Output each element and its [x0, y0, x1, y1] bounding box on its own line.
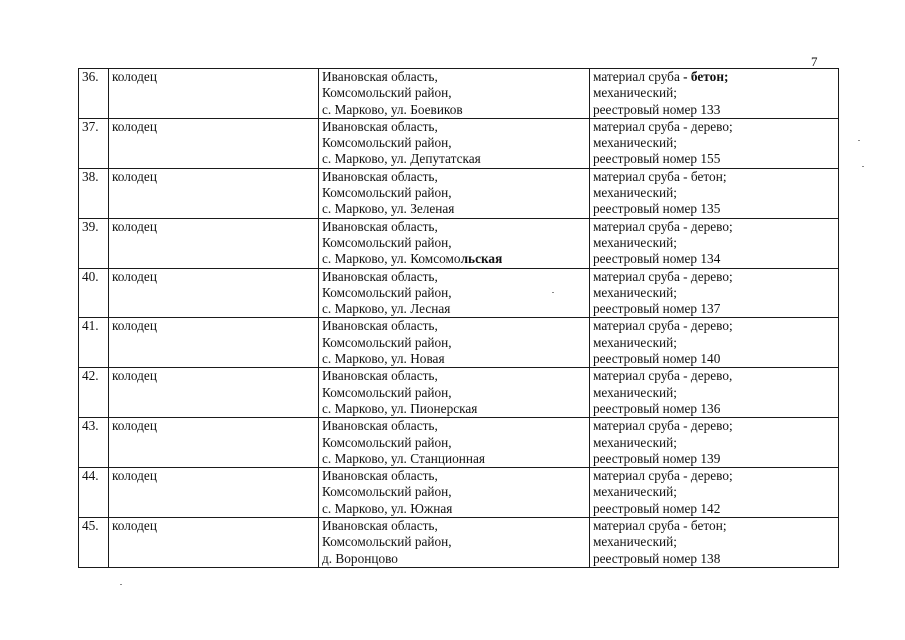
address-line: с. Марково, ул. Депутатская — [322, 151, 481, 167]
address-line: Комсомольский район, — [322, 185, 452, 201]
row-number: 39. — [79, 218, 109, 268]
address-line: Ивановская область, — [322, 118, 438, 134]
object-description — [590, 418, 839, 468]
description-line: реестровый номер 155 — [593, 151, 721, 167]
table-row — [79, 368, 839, 418]
object-address — [319, 218, 590, 268]
object-type: колодец — [109, 368, 319, 418]
address-line: Комсомольский район, — [322, 334, 452, 350]
description-line: механический; — [593, 284, 677, 300]
address-line — [322, 251, 586, 267]
description-line: материал сруба - дерево; — [593, 218, 733, 234]
object-address — [319, 468, 590, 518]
wells-registry-table — [78, 68, 839, 568]
description-line: реестровый номер 137 — [593, 301, 721, 317]
address-line: Комсомольский район, — [322, 234, 452, 250]
object-description — [590, 69, 839, 119]
description-line: реестровый номер 136 — [593, 400, 721, 416]
row-number: 45. — [79, 518, 109, 568]
address-line: Комсомольский район, — [322, 384, 452, 400]
description-line: реестровый номер 134 — [593, 251, 721, 267]
description-line: механический; — [593, 434, 677, 450]
material-value: - бетон; — [679, 69, 729, 84]
address-line: с. Марково, ул. Пионерская — [322, 400, 478, 416]
description-line: материал сруба - дерево; — [593, 268, 733, 284]
address-line: Комсомольский район, — [322, 284, 452, 300]
object-address — [319, 69, 590, 119]
row-number: 40. — [79, 268, 109, 318]
address-line: Комсомольский район, — [322, 85, 452, 101]
address-line: Комсомольский район, — [322, 135, 452, 151]
address-line: с. Марково, ул. Зеленая — [322, 201, 455, 217]
table-row — [79, 468, 839, 518]
row-number: 37. — [79, 118, 109, 168]
object-type: колодец — [109, 518, 319, 568]
scan-speck — [862, 166, 864, 167]
description-line: механический; — [593, 85, 677, 101]
object-description — [590, 318, 839, 368]
description-line: материал сруба - дерево; — [593, 318, 733, 334]
description-line: материал сруба - дерево; — [593, 468, 733, 484]
address-line: Ивановская область, — [322, 468, 438, 484]
address-line: Ивановская область, — [322, 69, 438, 84]
description-line: механический; — [593, 185, 677, 201]
object-description — [590, 518, 839, 568]
scan-speck — [858, 140, 860, 141]
row-number: 38. — [79, 168, 109, 218]
address-line: Ивановская область, — [322, 418, 438, 434]
description-line: материал сруба - бетон; — [593, 518, 727, 534]
object-address — [319, 168, 590, 218]
row-number: 43. — [79, 418, 109, 468]
address-line: с. Марково, ул. Станционная — [322, 450, 486, 466]
object-description — [590, 368, 839, 418]
street-prefix: с. Марково, ул. Комсомо — [322, 251, 461, 267]
description-line: реестровый номер 140 — [593, 351, 721, 367]
object-description — [590, 218, 839, 268]
description-line: механический; — [593, 234, 677, 250]
address-line: д. Воронцово — [322, 550, 398, 566]
description-line: реестровый номер 139 — [593, 450, 721, 466]
object-description — [590, 468, 839, 518]
object-type: колодец — [109, 268, 319, 318]
object-address — [319, 418, 590, 468]
material-label: материал сруба — [593, 69, 680, 84]
address-line: Ивановская область, — [322, 368, 438, 384]
table-row — [79, 168, 839, 218]
description-line: реестровый номер 135 — [593, 201, 721, 217]
description-line: материал сруба - бетон; — [593, 168, 727, 184]
object-type: колодец — [109, 318, 319, 368]
row-number: 41. — [79, 318, 109, 368]
description-line: реестровый номер 142 — [593, 500, 721, 516]
object-type: колодец — [109, 418, 319, 468]
row-number: 36. — [79, 69, 109, 119]
address-line: Комсомольский район, — [322, 434, 452, 450]
description-line: реестровый номер 133 — [593, 101, 721, 117]
object-address — [319, 368, 590, 418]
object-address — [319, 318, 590, 368]
row-number: 44. — [79, 468, 109, 518]
address-line: Ивановская область, — [322, 268, 438, 284]
description-line: механический; — [593, 135, 677, 151]
table-row — [79, 268, 839, 318]
address-line: с. Марково, ул. Боевиков — [322, 101, 463, 117]
address-line: с. Марково, ул. Новая — [322, 351, 445, 367]
address-line: Ивановская область, — [322, 168, 438, 184]
object-type: колодец — [109, 468, 319, 518]
address-line: Ивановская область, — [322, 318, 438, 334]
object-description — [590, 168, 839, 218]
description-line — [593, 69, 835, 85]
object-description — [590, 268, 839, 318]
address-line: Ивановская область, — [322, 218, 438, 234]
object-type: колодец — [109, 118, 319, 168]
object-type: колодец — [109, 218, 319, 268]
address-line: Комсомольский район, — [322, 484, 452, 500]
description-line: механический; — [593, 534, 677, 550]
scan-speck — [552, 292, 554, 293]
description-line: реестровый номер 138 — [593, 550, 721, 566]
address-line: Ивановская область, — [322, 518, 438, 534]
address-line: с. Марково, ул. Лесная — [322, 301, 451, 317]
description-line: материал сруба - дерево; — [593, 418, 733, 434]
scan-speck — [120, 584, 122, 585]
object-address — [319, 268, 590, 318]
row-number: 42. — [79, 368, 109, 418]
description-line: материал сруба - дерево, — [593, 368, 733, 384]
table-row — [79, 518, 839, 568]
address-line: Комсомольский район, — [322, 534, 452, 550]
object-description — [590, 118, 839, 168]
street-suffix: льская — [460, 251, 503, 267]
address-line: с. Марково, ул. Южная — [322, 500, 453, 516]
description-line: материал сруба - дерево; — [593, 118, 733, 134]
table-row — [79, 318, 839, 368]
object-address — [319, 518, 590, 568]
object-type: колодец — [109, 168, 319, 218]
description-line: механический; — [593, 334, 677, 350]
description-line: механический; — [593, 484, 677, 500]
object-type: колодец — [109, 69, 319, 119]
table-row — [79, 69, 839, 119]
description-line: механический; — [593, 384, 677, 400]
table-row — [79, 418, 839, 468]
table-row — [79, 218, 839, 268]
object-address — [319, 118, 590, 168]
page-number: 7 — [811, 54, 818, 69]
table-row — [79, 118, 839, 168]
